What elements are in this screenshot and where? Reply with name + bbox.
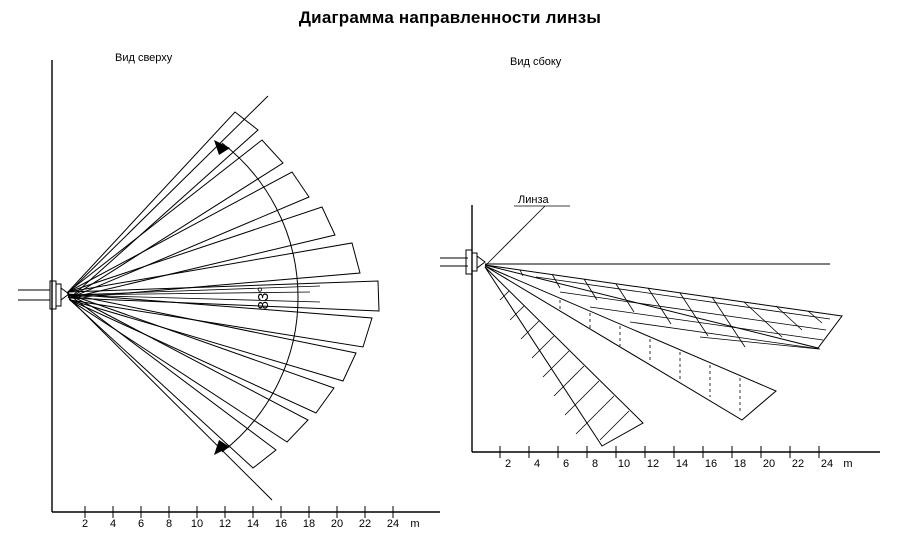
angle-value-label: 83°	[255, 286, 272, 310]
side-view-label: Вид сбоку	[510, 56, 562, 68]
lens-annotation-label: Линза	[518, 194, 549, 206]
tick-label: 24	[386, 518, 400, 530]
side-view-zone-far	[485, 265, 842, 349]
tick-label: 22	[358, 518, 372, 530]
side-view-zone-middle	[485, 266, 776, 420]
tick-label: 14	[675, 458, 689, 470]
tick-label: 4	[109, 518, 117, 530]
tick-label: 24	[820, 458, 834, 470]
top-view-label: Вид сверху	[115, 52, 173, 64]
side-view-tick-labels	[505, 458, 853, 470]
axis-unit-label: m	[843, 458, 853, 470]
tick-label: 8	[591, 458, 599, 470]
tick-label: 20	[762, 458, 776, 470]
tick-label: 22	[791, 458, 805, 470]
tick-label: 8	[165, 518, 173, 530]
tick-label: 20	[330, 518, 344, 530]
tick-label: 4	[533, 458, 541, 470]
top-view-beam-fan	[68, 112, 379, 468]
top-view-center-line-3	[68, 295, 320, 302]
top-view-upper-boundary-ray	[68, 96, 268, 293]
tick-label: 12	[218, 518, 232, 530]
angle-arc-arrow-bottom	[214, 440, 230, 455]
side-view-zone-near	[485, 267, 643, 446]
top-view-panel	[18, 60, 440, 530]
zone-far-grid-hatch	[520, 270, 830, 349]
tick-label: 6	[562, 458, 570, 470]
tick-label: 18	[302, 518, 316, 530]
lens-symbol-top	[18, 281, 69, 309]
side-view-panel	[440, 205, 880, 470]
tick-label: 14	[246, 518, 260, 530]
zone-middle-dash-hatch	[560, 300, 740, 414]
tick-label: 16	[274, 518, 288, 530]
tick-label: 12	[646, 458, 660, 470]
tick-label: 2	[81, 518, 89, 530]
page-title: Диаграмма направленности линзы	[298, 8, 602, 27]
tick-label: 10	[617, 458, 631, 470]
top-view-tick-labels	[82, 518, 420, 530]
axis-unit-label: m	[410, 518, 420, 530]
lens-leader-line	[487, 206, 545, 264]
tick-label: 6	[137, 518, 145, 530]
tick-label: 10	[190, 518, 204, 530]
tick-label: 2	[504, 458, 512, 470]
tick-label: 16	[704, 458, 718, 470]
tick-label: 18	[733, 458, 747, 470]
lens-symbol-side	[440, 250, 485, 274]
